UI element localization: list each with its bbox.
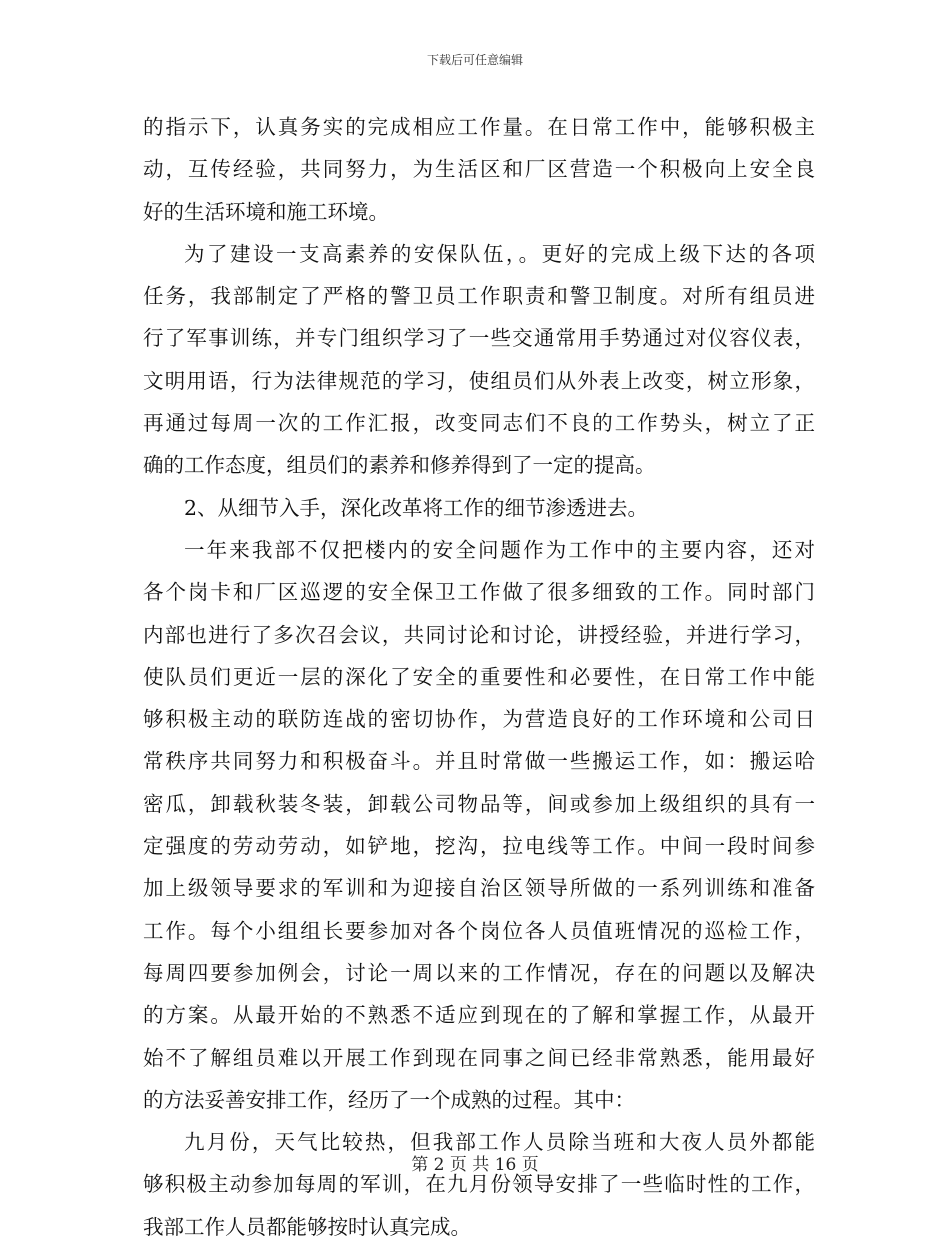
section-heading: 2、从细节入手，深化改革将工作的细节渗透进去。 <box>184 495 649 520</box>
text-line: 行了军事训练，并专门组织学习了一些交通常用手势通过对仪容仪表， <box>143 326 815 351</box>
text-line: 每周四要参加例会，讨论一周以来的工作情况，存在的问题以及解决 <box>143 960 815 985</box>
text-line: 确的工作态度，组员们的素养和修养得到了一定的提高。 <box>143 453 656 478</box>
text-line: 好的生活环境和施工环境。 <box>143 199 389 224</box>
text-line: 动，互传经验，共同努力，为生活区和厂区营造一个积极向上安全良 <box>143 157 815 182</box>
text-line: 定强度的劳动劳动，如铲地，挖沟，拉电线等工作。中间一段时间参 <box>143 834 815 859</box>
text-line: 的方法妥善安排工作，经历了一个成熟的过程。其中： <box>143 1087 635 1112</box>
text-line: 再通过每周一次的工作汇报，改变同志们不良的工作势头，树立了正 <box>143 411 815 436</box>
text-line: 各个岗卡和厂区巡逻的安全保卫工作做了很多细致的工作。同时部门 <box>143 580 815 605</box>
paragraph-start-line: 为了建设一支高素养的安保队伍，。更好的完成上级下达的各项 <box>184 241 815 266</box>
page-number: 第 2 页 共 16 页 <box>411 1155 539 1175</box>
text-line: 的指示下，认真务实的完成相应工作量。在日常工作中，能够积极主 <box>143 115 815 139</box>
text-line: 任务，我部制定了严格的警卫员工作职责和警卫制度。对所有组员进 <box>143 284 815 309</box>
text-line: 够积极主动的联防连战的密切协作，为营造良好的工作环境和公司日 <box>143 707 815 732</box>
text-line: 加上级领导要求的军训和为迎接自治区领导所做的一系列训练和准备 <box>143 876 815 901</box>
paragraph-start-line: 九月份，天气比较热，但我部工作人员除当班和大夜人员外都能 <box>184 1130 815 1155</box>
text-line: 密瓜，卸载秋装冬装，卸载公司物品等，间或参加上级组织的具有一 <box>143 791 815 816</box>
page-header: 下载后可任意编辑 <box>426 53 523 67</box>
paragraph-start-line: 一年来我部不仅把楼内的安全问题作为工作中的主要内容，还对 <box>184 537 815 562</box>
text-line: 工作。每个小组组长要参加对各个岗位各人员值班情况的巡检工作， <box>143 918 815 943</box>
text-line: 文明用语，行为法律规范的学习，使组员们从外表上改变，树立形象， <box>143 368 815 393</box>
text-line: 够积极主动参加每周的军训，在九月份领导安排了一些临时性的工作， <box>143 1172 815 1197</box>
text-line: 我部工作人员都能够按时认真完成。 <box>143 1214 471 1239</box>
text-line: 使队员们更近一层的深化了安全的重要性和必要性，在日常工作中能 <box>143 664 815 689</box>
text-line: 始不了解组员难以开展工作到现在同事之间已经非常熟悉，能用最好 <box>143 1045 815 1070</box>
text-line: 的方案。从最开始的不熟悉不适应到现在的了解和掌握工作，从最开 <box>143 1003 815 1028</box>
text-line: 内部也进行了多次召会议，共同讨论和讨论，讲授经验，并进行学习， <box>143 622 815 647</box>
document-body <box>143 106 815 1248</box>
text-line: 常秩序共同努力和积极奋斗。并且时常做一些搬运工作，如：搬运哈 <box>143 749 815 774</box>
